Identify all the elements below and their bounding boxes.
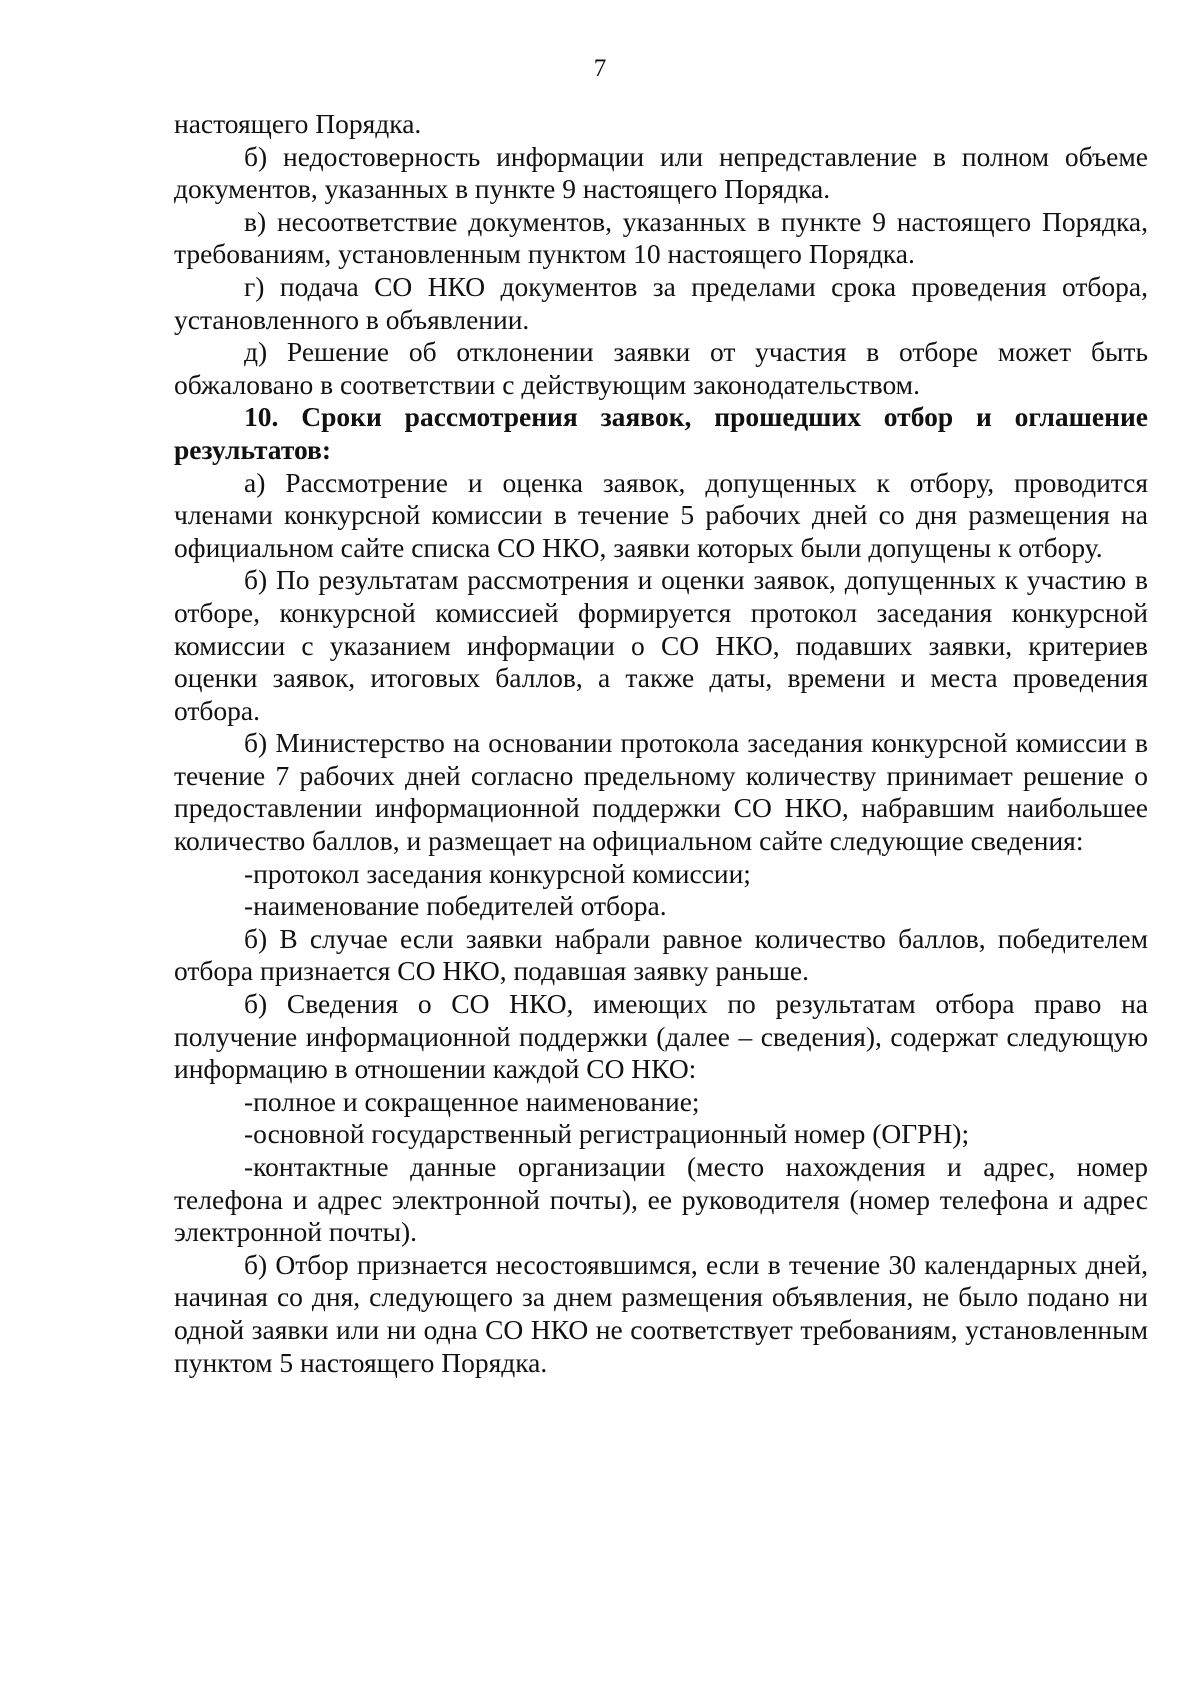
section-heading-10: 10. Сроки рассмотрения заявок, прошедших отбор и оглашение результатов: [174,401,1148,465]
paragraph-item-v-mismatch: в) несоответствие документов, указанных в пункте 9 настоящего Порядка, требованиям, установленным пунктом 10 настоящего Порядка. [174,205,1148,270]
list-item-winners: -наименование победителей отбора. [244,890,667,922]
document-body [174,108,1148,1379]
paragraph-item-a-review: а) Рассмотрение и оценка заявок, допущенных к отбору, проводится членами конкурсной комиссии в течение 5 рабочих дней со дня размещения на официальном сайте списка СО НКО, заявки которых были допущены к отбору. [174,466,1148,563]
paragraph-item-d-appeal: д) Решение об отклонении заявки от участия в отборе может быть обжаловано в соответствии с действующим законодательством. [174,336,1148,400]
page-number: 7 [593,55,607,82]
paragraph-continuation: настоящего Порядка. [174,108,422,139]
paragraph-item-b-unreliability: б) недостоверность информации или непредставление в полном объеме документов, указанных в пункте 9 настоящего Порядка. [174,140,1148,205]
paragraph-item-b-equal-score: б) В случае если заявки набрали равное количество баллов, победителем отбора признается СО НКО, подавшая заявку раньше. [174,922,1148,987]
paragraph-item-b-information: б) Сведения о СО НКО, имеющих по результатам отбора право на получение информационной поддержки (далее – сведения), содержат следующую информацию в отношении каждой СО НКО: [174,988,1148,1085]
paragraph-item-b-protocol: б) По результатам рассмотрения и оценки заявок, допущенных к участию в отборе, конкурсной комиссией формируется протокол заседания конкурсной комиссии с указанием информации о СО НКО, подавших заявки, критериев оценки заявок, итоговых баллов, а также даты, времени и места проведения отбора. [174,564,1148,726]
paragraph-item-b-ministry-decision: б) Министерство на основании протокола заседания конкурсной комиссии в течение 7 рабочих дней согласно предельному количеству принимает решение о предоставлении информационной поддержки СО НКО, набравшим наибольшее количество баллов, и размещает на официальном сайте следующие сведения: [174,727,1148,857]
list-item-contacts: -контактные данные организации (место нахождения и адрес, номер телефона и адрес электронной почты), ее руководителя (номер телефона и адрес электронной почты). [174,1151,1148,1248]
list-item-protocol: -протокол заседания конкурсной комиссии; [244,857,751,889]
list-item-name: -полное и сокращенное наименование; [244,1085,700,1117]
paragraph-item-g-late-submission: г) подача СО НКО документов за пределами срока проведения отбора, установленного в объявлении. [174,270,1148,335]
paragraph-item-b-failed-selection: б) Отбор признается несостоявшимся, если в течение 30 календарных дней, начиная со дня, следующего за днем размещения объявления, не было подано ни одной заявки или ни одна СО НКО не соответствует требованиям, установленным пунктом 5 настоящего Порядка. [174,1248,1148,1378]
list-item-ogrn: -основной государственный регистрационный номер (ОГРН); [244,1118,970,1150]
